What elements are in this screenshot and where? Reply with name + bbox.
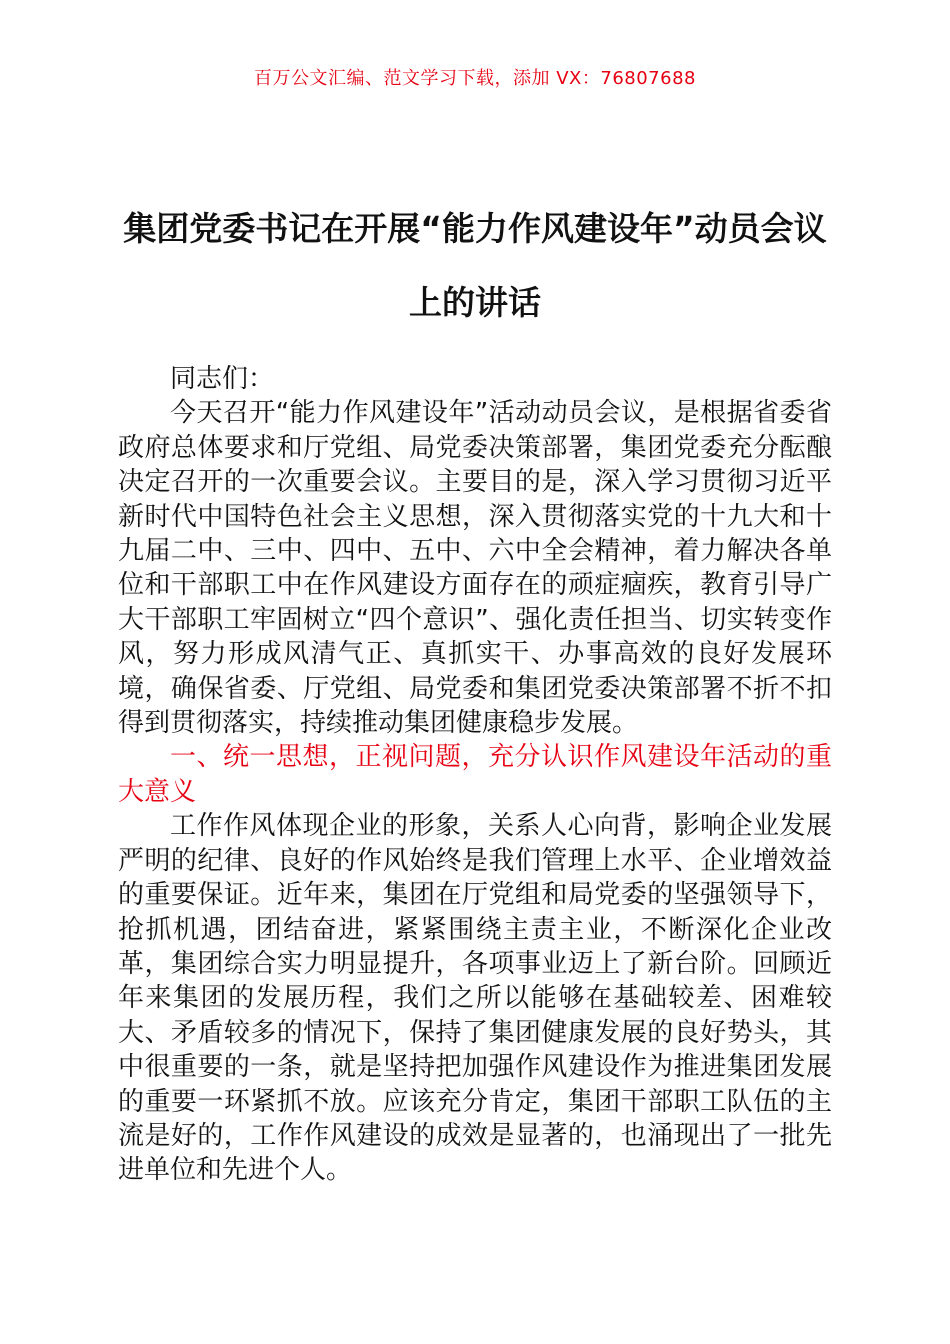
- document-title: 集团党委书记在开展“能力作风建设年”动员会议上的讲话: [123, 209, 827, 322]
- salutation: 同志们：: [170, 364, 275, 394]
- watermark-banner: 百万公文汇编、范文学习下载，添加 VX：76807688: [254, 68, 696, 89]
- paragraph-intro: 今天召开“能力作风建设年”活动动员会议，是根据省委省政府总体要求和厅党组、局党委决策部署，集团党委充分酝酿决定召开的一次重要会议。主要目的是，深入学习贯彻习近平新时代中国特色社会主义思想，深入贯彻落实党的十九大和十九届二中、三中、四中、五中、六中全会精神，着力解决各单位和干部职工中在作风建设方面存在的顽症痼疾，教育引导广大干部职工牢固树立“四个意识”、强化责任担当、切实转变作风，努力形成风清气正、真抓实干、办事高效的良好发展环境，确保省委、厅党组、局党委和集团党委决策部署不折不扣得到贯彻落实，持续推动集团健康稳步发展。: [118, 398, 832, 739]
- section-heading-1: 一、统一思想，正视问题，充分认识作风建设年活动的重大意义: [118, 742, 832, 807]
- document-body: [118, 362, 832, 1188]
- paragraph-section-1: 工作作风体现企业的形象，关系人心向背，影响企业发展严明的纪律、良好的作风始终是我们管理上水平、企业增效益的重要保证。近年来，集团在厅党组和局党委的坚强领导下，抢抓机遇，团结奋进，紧紧围绕主责主业，不断深化企业改革，集团综合实力明显提升，各项事业迈上了新台阶。回顾近年来集团的发展历程，我们之所以能够在基础较差、困难较大、矛盾较多的情况下，保持了集团健康发展的良好势头，其中很重要的一条，就是坚持把加强作风建设作为推进集团发展的重要一环紧抓不放。应该充分肯定，集团干部职工队伍的主流是好的，工作作风建设的成效是显著的，也涌现出了一批先进单位和先进个人。: [118, 811, 832, 1186]
